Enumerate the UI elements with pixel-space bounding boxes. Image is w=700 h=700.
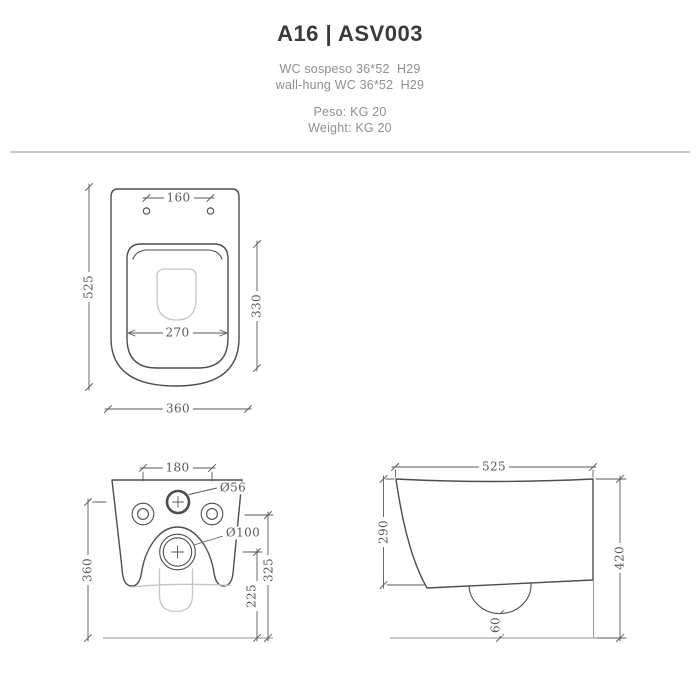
- dim-label-plan-width: 360: [163, 403, 193, 416]
- plan-dimension-lines: [86, 184, 261, 413]
- plan-seat-inner-edge: [133, 250, 222, 259]
- side-outlet-arc: [469, 583, 531, 614]
- dim-label-plan-bolt-spacing: 160: [163, 192, 193, 205]
- dim-label-front-inlet-diameter: Ø56: [217, 482, 249, 495]
- dim-label-front-outlet-height: 225: [246, 581, 259, 611]
- description-english: wall-hung WC 36*52 H29: [275, 78, 425, 92]
- front-fixing-hole-left-inner: [138, 509, 149, 520]
- front-trap-outline: [160, 569, 193, 612]
- dim-label-plan-seat-depth: 330: [251, 291, 264, 321]
- front-fixing-hole-right-outer: [201, 503, 223, 525]
- dim-label-plan-seat-width: 270: [162, 327, 192, 340]
- front-hidden-bottom-edge: [131, 584, 231, 587]
- plan-outer-outline: [111, 189, 239, 386]
- plan-fixing-hole-left: [143, 208, 149, 214]
- weight-english: Weight: KG 20: [308, 121, 392, 135]
- dim-label-front-bolt-spacing: 180: [162, 462, 192, 475]
- side-dimension-lines: [380, 464, 626, 642]
- plan-seat-outline: [127, 244, 228, 368]
- dim-label-side-front-height: 290: [377, 517, 390, 547]
- dim-label-side-depth: 525: [479, 461, 509, 474]
- dim-label-side-outlet-offset: 60: [490, 614, 503, 636]
- weight-italian: Peso: KG 20: [313, 105, 387, 119]
- plan-fixing-hole-right: [207, 208, 213, 214]
- dim-label-plan-depth: 525: [83, 272, 96, 302]
- front-fixing-hole-left-outer: [132, 503, 154, 525]
- description-italian: WC sospeso 36*52 H29: [279, 62, 421, 76]
- front-fixing-hole-right-inner: [207, 509, 218, 520]
- dim-label-front-height: 360: [82, 555, 95, 585]
- side-outline: [396, 479, 593, 588]
- dim-label-front-outlet-diameter: Ø100: [223, 527, 263, 540]
- side-view-drawing: [380, 464, 626, 642]
- plan-bowl-outline: [157, 269, 196, 320]
- product-code: A16 | ASV003: [277, 21, 423, 46]
- front-inlet-crosshair: [173, 497, 184, 508]
- top-view-drawing: [86, 184, 261, 413]
- dim-label-side-overall-height: 420: [614, 543, 627, 573]
- dim-label-front-fixing-height: 325: [262, 555, 275, 585]
- plan-dimension-ticks: [86, 184, 261, 413]
- front-outlet-crosshair: [172, 546, 184, 558]
